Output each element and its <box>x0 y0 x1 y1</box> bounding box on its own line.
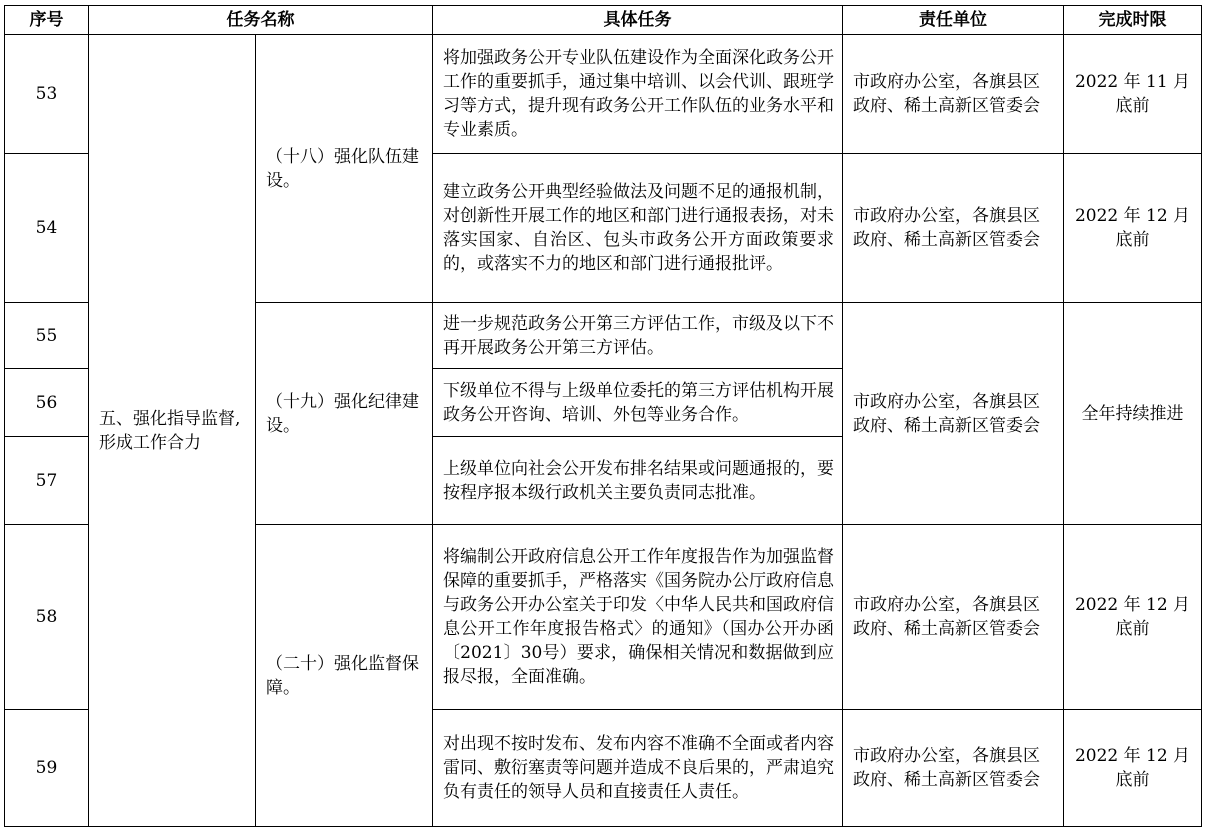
specific-task: 上级单位向社会公开发布排名结果或问题通报的，要按程序报本级行政机关主要负责同志批准。 <box>433 437 843 525</box>
deadline: 全年持续推进 <box>1064 303 1202 525</box>
subtask-18: （十八）强化队伍建设。 <box>256 35 433 303</box>
specific-task: 对出现不按时发布、发布内容不准确不全面或者内容雷同、敷衍塞责等问题并造成不良后果的，严肃追究负有责任的领导人员和直接责任人责任。 <box>433 710 843 827</box>
responsible-unit: 市政府办公室，各旗县区政府、稀土高新区管委会 <box>843 303 1064 525</box>
deadline: 2022 年 12 月底前 <box>1064 154 1202 303</box>
specific-task: 进一步规范政务公开第三方评估工作，市级及以下不再开展政务公开第三方评估。 <box>433 303 843 369</box>
specific-task: 将加强政务公开专业队伍建设作为全面深化政务公开工作的重要抓手，通过集中培训、以会代训、跟班学习等方式，提升现有政务公开工作队伍的业务水平和专业素质。 <box>433 35 843 154</box>
row-seq: 59 <box>5 710 89 827</box>
header-row <box>5 6 1202 35</box>
header-deadline: 完成时限 <box>1064 6 1202 35</box>
deadline: 2022 年 11 月底前 <box>1064 35 1202 154</box>
specific-task: 将编制公开政府信息公开工作年度报告作为加强监督保障的重要抓手，严格落实《国务院办公厅政府信息与政务公开办公室关于印发〈中华人民共和国政府信息公开工作年度报告格式〉的通知》（国办公开办函〔2021〕30号）要求，确保相关情况和数据做到应报尽报，全面准确。 <box>433 525 843 710</box>
header-seq: 序号 <box>5 6 89 35</box>
row-seq: 54 <box>5 154 89 303</box>
row-seq: 58 <box>5 525 89 710</box>
header-responsible-unit: 责任单位 <box>843 6 1064 35</box>
subtask-20: （二十）强化监督保障。 <box>256 525 433 827</box>
specific-task: 下级单位不得与上级单位委托的第三方评估机构开展政务公开咨询、培训、外包等业务合作。 <box>433 369 843 437</box>
table-row <box>5 35 1202 154</box>
task-group-five: 五、强化指导监督,形成工作合力 <box>89 35 256 827</box>
deadline: 2022 年 12 月底前 <box>1064 525 1202 710</box>
row-seq: 56 <box>5 369 89 437</box>
responsible-unit: 市政府办公室，各旗县区政府、稀土高新区管委会 <box>843 154 1064 303</box>
deadline: 2022 年 12 月底前 <box>1064 710 1202 827</box>
responsible-unit: 市政府办公室，各旗县区政府、稀土高新区管委会 <box>843 525 1064 710</box>
header-task-name: 任务名称 <box>89 6 433 35</box>
responsible-unit: 市政府办公室，各旗县区政府、稀土高新区管委会 <box>843 35 1064 154</box>
specific-task: 建立政务公开典型经验做法及问题不足的通报机制，对创新性开展工作的地区和部门进行通报表扬，对未落实国家、自治区、包头市政务公开方面政策要求的，或落实不力的地区和部门进行通报批评。 <box>433 154 843 303</box>
row-seq: 53 <box>5 35 89 154</box>
row-seq: 57 <box>5 437 89 525</box>
subtask-19: （十九）强化纪律建设。 <box>256 303 433 525</box>
row-seq: 55 <box>5 303 89 369</box>
header-specific-task: 具体任务 <box>433 6 843 35</box>
task-table <box>4 5 1202 827</box>
responsible-unit: 市政府办公室，各旗县区政府、稀土高新区管委会 <box>843 710 1064 827</box>
